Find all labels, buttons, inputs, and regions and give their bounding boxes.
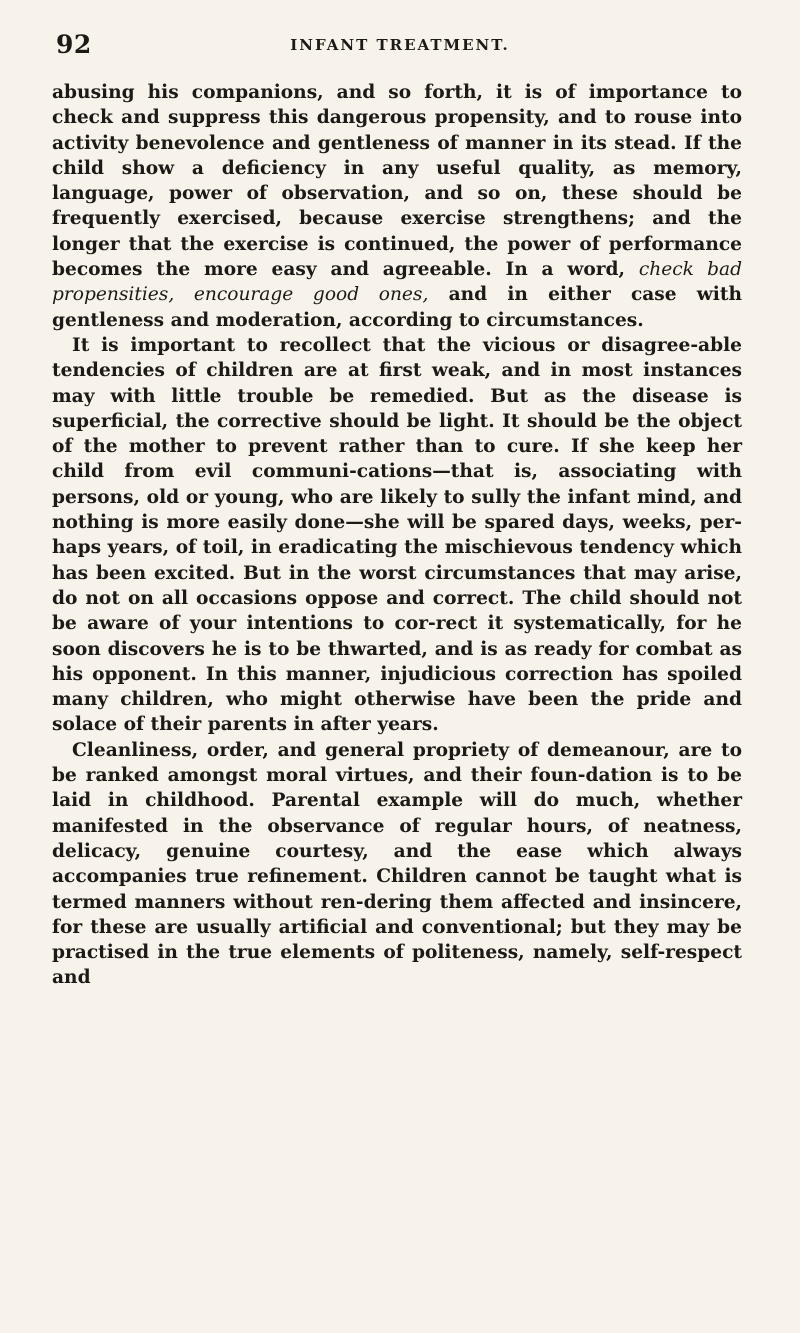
page-number: 92	[56, 30, 92, 59]
paragraph-1	[52, 80, 742, 333]
paragraph-3: Cleanliness, order, and general propriety of demeanour, are to be ranked amongst moral virtues, and their foun-dation is to be laid in childhood. Parental example will do much, whether manifested in the observance of regular hours, of neatness, delicacy, genuine courtesy, and the ease which always accompanies true refinement. Children cannot be taught what is termed manners without ren-dering them affected and insincere, for these are usually artificial and conventional; but they may be practised in the true elements of politeness, namely, self-respect and	[52, 739, 742, 989]
paragraph-2: It is important to recollect that the vicious or disagree-able tendencies of children are at first weak, and in most instances may with little trouble be remedied. But as the disease is superficial, the corrective should be light. It should be the object of the mother to prevent rather than to cure. If she keep her child from evil communi-cations—that is, associating with persons, old or young, who are likely to sully the infant mind, and nothing is more easily done—she will be spared days, weeks, per-haps years, of toil, in eradicating the mischievous tendency which has been excited. But in the worst circumstances that may arise, do not on all occasions oppose and correct. The child should not be aware of your intentions to cor-rect it systematically, for he soon discovers he is to be thwarted, and is as ready for combat as his opponent. In this manner, injudicious correction has spoiled many children, who might otherwise have been the pride and solace of their parents in after years.	[52, 334, 742, 736]
running-title: INFANT TREATMENT.	[290, 36, 510, 54]
body-text	[52, 80, 742, 991]
page-header	[56, 30, 744, 58]
paragraph-1-italic-phrase: check bad propensities, encourage good ones,	[52, 259, 742, 306]
paragraph-1-text-b: and in either case with gentleness and moderation, according to circumstances.	[52, 284, 742, 331]
paragraph-1-text-a: abusing his companions, and so forth, it is of importance to check and suppress this dangerous propensity, and to rouse into activity benevolence and gentleness of manner in its stead. If the child show a deficiency in any useful quality, as memory, language, power of observation, and so on, these should be frequently exercised, because exercise strengthens; and the longer that the exercise is continued, the power of performance becomes the more easy and agreeable. In a word,	[52, 82, 742, 281]
